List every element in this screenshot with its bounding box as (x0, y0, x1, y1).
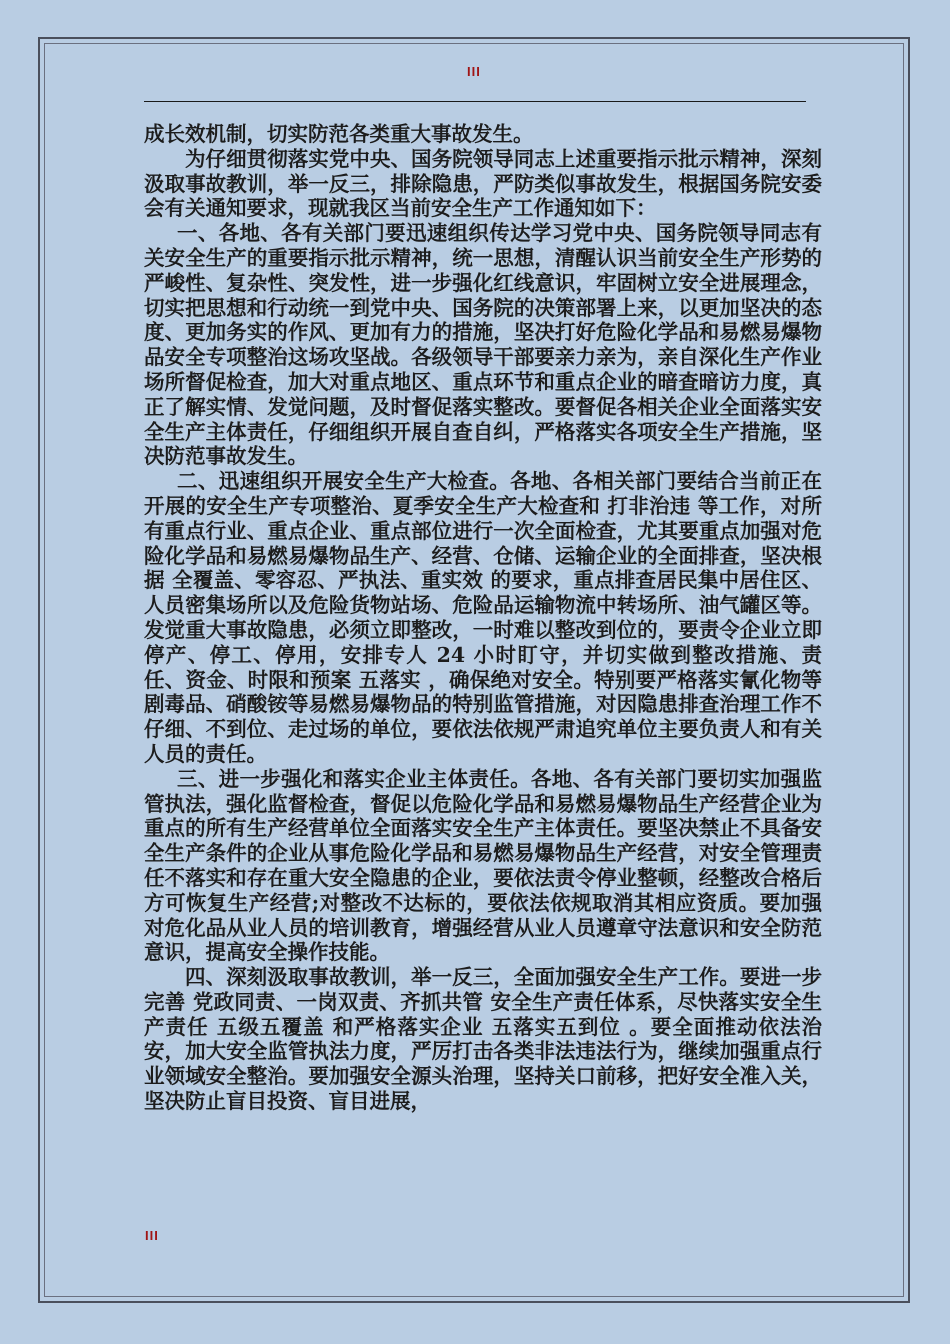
header-mark: III (467, 64, 481, 79)
paragraph-item-2: 二、迅速组织开展安全生产大检查。各地、各相关部门要结合当前正在开展的安全生产专项整治、夏季安全生产大检查和 打非治违 等工作，对所有重点行业、重点企业、重点部位进行一次全面检查，尤其要重点加强对危险化学品和易燃易爆物品生产、经营、仓储、运输企业的全面排查，坚决根据 全覆盖、零容忍、严执法、重实效 的要求，重点排查居民集中居住区、人员密集场所以及危险货物站场、危险品运输物流中转场所、油气罐区等。发觉重大事故隐患，必须立即整改，一时难以整改到位的，要责令企业立即停产、停工、停用，安排专人 24 小时盯守，并切实做到整改措施、责任、资金、时限和预案 五落实 ，确保绝对安全。特别要严格落实氰化物等剧毒品、硝酸铵等易燃易爆物品的特别监管措施，对因隐患排查治理工作不仔细、不到位、走过场的单位，要依法依规严肃追究单位主要负责人和有关人员的责任。 (144, 469, 822, 766)
document-body (144, 122, 822, 1114)
footer-mark: III (145, 1228, 159, 1243)
paragraph-item-3: 三、进一步强化和落实企业主体责任。各地、各有关部门要切实加强监管执法，强化监督检查，督促以危险化学品和易燃易爆物品生产经营企业为重点的所有生产经营单位全面落实安全生产主体责任。要坚决禁止不具备安全生产条件的企业从事危险化学品和易燃易爆物品生产经营，对安全管理责任不落实和存在重大安全隐患的企业，要依法责令停业整顿，经整改合格后方可恢复生产经营;对整改不达标的，要依法依规取消其相应资质。要加强对危化品从业人员的培训教育，增强经营从业人员遵章守法意识和安全防范意识，提高安全操作技能。 (144, 766, 822, 965)
paragraph-item-1: 一、各地、各有关部门要迅速组织传达学习党中央、国务院领导同志有关安全生产的重要指示批示精神，统一思想，清醒认识当前安全生产形势的严峻性、复杂性、突发性，进一步强化红线意识，牢固树立安全进展理念，切实把思想和行动统一到党中央、国务院的决策部署上来，以更加坚决的态度、更加务实的作风、更加有力的措施，坚决打好危险化学品和易燃易爆物品安全专项整治这场攻坚战。各级领导干部要亲力亲为，亲自深化生产作业场所督促检查，加大对重点地区、重点环节和重点企业的暗查暗访力度，真正了解实情、发觉问题，及时督促落实整改。要督促各相关企业全面落实安全生产主体责任，仔细组织开展自查自纠，严格落实各项安全生产措施，坚决防范事故发生。 (144, 221, 822, 469)
paragraph-intro: 为仔细贯彻落实党中央、国务院领导同志上述重要指示批示精神，深刻汲取事故教训，举一反三，排除隐患，严防类似事故发生，根据国务院安委会有关通知要求，现就我区当前安全生产工作通知如下： (144, 146, 822, 221)
paragraph-continuation: 成长效机制，切实防范各类重大事故发生。 (144, 122, 534, 146)
header-divider (144, 101, 806, 102)
paragraph-item-4: 四、深刻汲取事故教训，举一反三，全面加强安全生产工作。要进一步完善 党政同责、一岗双责、齐抓共管 安全生产责任体系，尽快落实安全生产责任 五级五覆盖 和严格落实企业 五落实五到位 。要全面推动依法治安，加大安全监管执法力度，严厉打击各类非法违法行为，继续加强重点行业领域安全整治。要加强安全源头治理，坚持关口前移，把好安全准入关，坚决防止盲目投资、盲目进展， (144, 965, 822, 1114)
